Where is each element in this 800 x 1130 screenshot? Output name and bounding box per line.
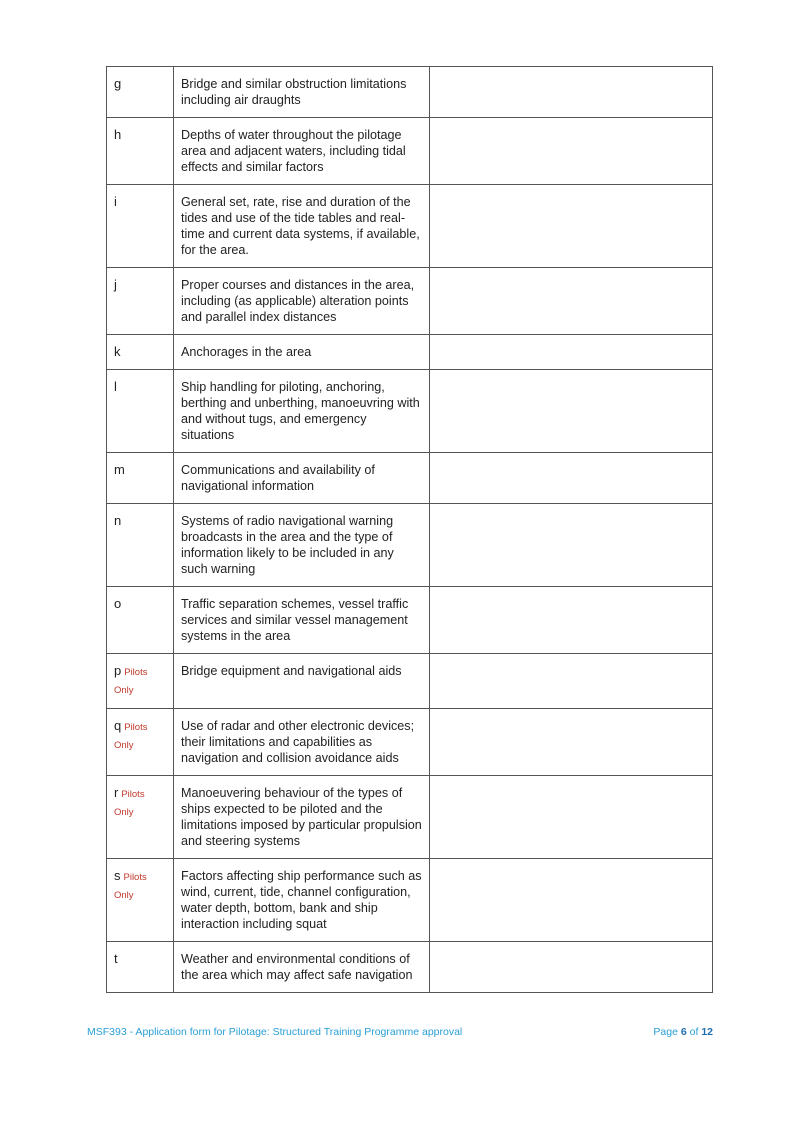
pilots-only-note: Pilots: [123, 872, 147, 883]
item-description: Use of radar and other electronic devices; their limitations and capabilities as navigation and collision avoidance aids: [174, 709, 430, 776]
footer-form-title: MSF393 - Application form for Pilotage: Structured Training Programme approval: [87, 1026, 463, 1038]
item-description: Anchorages in the area: [174, 335, 430, 370]
item-description: Manoeuvering behaviour of the types of ships expected to be piloted and the limitations imposed by particular propulsion and steering systems: [174, 776, 430, 859]
table-row: [107, 268, 713, 335]
pilots-only-note: Only: [114, 740, 134, 751]
item-letter: p: [114, 663, 122, 678]
item-letter: n: [114, 513, 122, 528]
item-letter-cell: [107, 67, 174, 118]
response-cell[interactable]: [430, 654, 713, 709]
item-letter: o: [114, 596, 122, 611]
response-cell[interactable]: [430, 268, 713, 335]
pilots-only-note: Only: [114, 685, 134, 696]
item-description: Weather and environmental conditions of the area which may affect safe navigation: [174, 942, 430, 993]
item-description: Communications and availability of navigational information: [174, 453, 430, 504]
item-letter-cell: [107, 370, 174, 453]
item-letter: m: [114, 462, 125, 477]
item-letter: i: [114, 194, 117, 209]
table-row: [107, 587, 713, 654]
response-cell[interactable]: [430, 118, 713, 185]
table-row: [107, 453, 713, 504]
table-row: [107, 942, 713, 993]
table-row: [107, 118, 713, 185]
response-cell[interactable]: [430, 709, 713, 776]
response-cell[interactable]: [430, 67, 713, 118]
pilots-only-note: Pilots: [121, 789, 145, 800]
item-description: Factors affecting ship performance such as wind, current, tide, channel configuration, water depth, bottom, bank and ship interaction including squat: [174, 859, 430, 942]
item-letter: l: [114, 379, 117, 394]
item-letter: r: [114, 785, 119, 800]
item-description: Traffic separation schemes, vessel traffic services and similar vessel management systems in the area: [174, 587, 430, 654]
response-cell[interactable]: [430, 453, 713, 504]
requirements-table: [106, 66, 713, 993]
item-letter: k: [114, 344, 121, 359]
response-cell[interactable]: [430, 942, 713, 993]
item-letter-cell: [107, 453, 174, 504]
item-letter-cell: [107, 335, 174, 370]
table-row: [107, 859, 713, 942]
item-description: General set, rate, rise and duration of the tides and use of the tide tables and real-time and current data systems, if available, for the area.: [174, 185, 430, 268]
item-letter-cell: [107, 859, 174, 942]
pilots-only-note: Only: [114, 807, 134, 818]
item-letter: s: [114, 868, 121, 883]
response-cell[interactable]: [430, 504, 713, 587]
response-cell[interactable]: [430, 370, 713, 453]
table-row: [107, 185, 713, 268]
table-row: [107, 709, 713, 776]
item-description: Bridge equipment and navigational aids: [174, 654, 430, 709]
response-cell[interactable]: [430, 335, 713, 370]
item-description: Bridge and similar obstruction limitations including air draughts: [174, 67, 430, 118]
table-row: [107, 654, 713, 709]
pilots-only-note: Pilots: [124, 667, 148, 678]
pilots-only-note: Pilots: [124, 722, 148, 733]
item-letter: q: [114, 718, 122, 733]
item-letter: h: [114, 127, 122, 142]
item-letter: g: [114, 76, 122, 91]
item-letter-cell: [107, 587, 174, 654]
response-cell[interactable]: [430, 587, 713, 654]
item-letter-cell: [107, 942, 174, 993]
footer-page-number: Page 6 of 12: [653, 1026, 713, 1038]
item-letter: j: [114, 277, 117, 292]
item-description: Proper courses and distances in the area, including (as applicable) alteration points and parallel index distances: [174, 268, 430, 335]
item-letter-cell: [107, 268, 174, 335]
response-cell[interactable]: [430, 859, 713, 942]
item-description: Systems of radio navigational warning broadcasts in the area and the type of information likely to be included in any such warning: [174, 504, 430, 587]
table-row: [107, 370, 713, 453]
item-letter-cell: [107, 776, 174, 859]
page-footer: [87, 1026, 713, 1038]
item-letter-cell: [107, 185, 174, 268]
item-letter-cell: [107, 504, 174, 587]
item-letter-cell: [107, 709, 174, 776]
pilots-only-note: Only: [114, 890, 134, 901]
response-cell[interactable]: [430, 185, 713, 268]
table-row: [107, 504, 713, 587]
item-description: Depths of water throughout the pilotage area and adjacent waters, including tidal effects and similar factors: [174, 118, 430, 185]
item-letter-cell: [107, 654, 174, 709]
table-row: [107, 776, 713, 859]
response-cell[interactable]: [430, 776, 713, 859]
table-row: [107, 67, 713, 118]
table-row: [107, 335, 713, 370]
item-letter: t: [114, 951, 118, 966]
item-letter-cell: [107, 118, 174, 185]
item-description: Ship handling for piloting, anchoring, berthing and unberthing, manoeuvring with and without tugs, and emergency situations: [174, 370, 430, 453]
